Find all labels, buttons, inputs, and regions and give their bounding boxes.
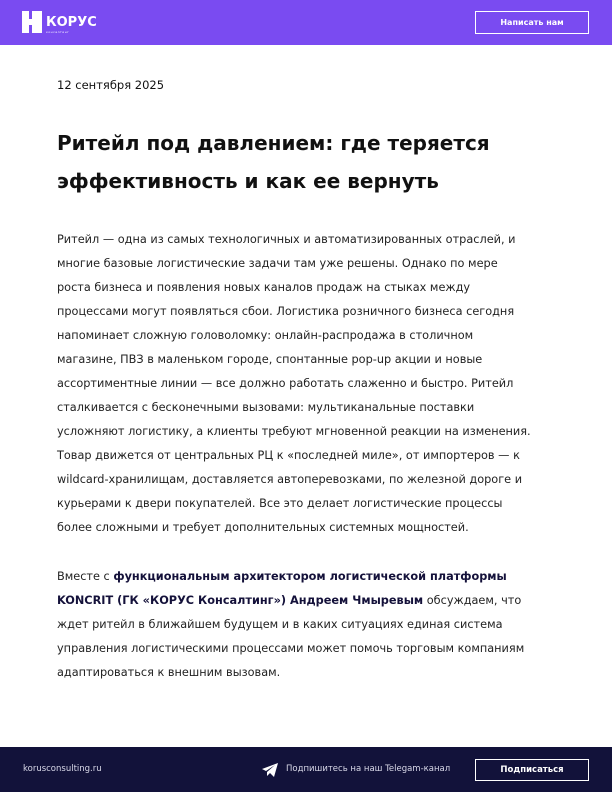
text-line: роста бизнеса и появления новых каналов продаж на стыках между <box>57 281 471 294</box>
text-line: ассортиментные линии — все должно работать слаженно и быстро. Ритейл <box>57 377 514 390</box>
text-line: процессами могут появляться сбои. Логистика розничного бизнеса сегодня <box>57 305 515 318</box>
text: Вместе с <box>57 570 114 583</box>
header <box>0 0 612 45</box>
logo-icon <box>22 11 42 33</box>
subscribe-button[interactable]: Подписаться <box>475 759 589 781</box>
text-line: Товар движется от центральных РЦ к «последней миле», от импортеров — к <box>57 449 520 462</box>
text-line: адаптироваться к внешним вызовам. <box>57 666 281 679</box>
text-line: Ритейл — одна из самых технологичных и автоматизированных отраслей, и <box>57 233 516 246</box>
text: обсуждаем, что <box>423 594 522 607</box>
bold-text: KONCRIT (ГК «КОРУС Консалтинг») Андреем Чмыревым <box>57 594 424 607</box>
text-line: магазине, ПВЗ в маленьком городе, спонтанные pop-up акции и новые <box>57 353 483 366</box>
site-link[interactable]: korusconsulting.ru <box>23 764 102 774</box>
text-line: напоминает сложную головоломку: онлайн-распродажа в столичном <box>57 329 474 342</box>
logo-subtitle: консалтинг <box>46 30 70 34</box>
logo-text: КОРУС <box>46 15 97 30</box>
text-line: wildcard-хранилищам, доставляется автоперевозками, по железной дороге и <box>57 473 523 486</box>
logo[interactable] <box>22 11 97 34</box>
telegram-icon[interactable] <box>262 763 278 777</box>
text-line: управления логистическими процессами может помочь торговым компаниям <box>57 642 525 655</box>
article-date: 12 сентября 2025 <box>57 78 165 92</box>
text-line: сталкивается с бесконечными вызовами: мультиканальные поставки <box>57 401 475 414</box>
title-line: эффективность и как ее вернуть <box>57 169 439 193</box>
title-line: Ритейл под давлением: где теряется <box>57 131 490 155</box>
text-line: усложняют логистику, а клиенты требуют мгновенной реакции на изменения. <box>57 425 531 438</box>
bold-text: функциональным архитектором логистической платформы <box>113 570 507 583</box>
article-paragraph-2 <box>57 565 577 685</box>
text-line: ждет ритейл в ближайшем будущем и в каких ситуациях единая система <box>57 618 503 631</box>
article-title <box>57 124 577 200</box>
contact-button[interactable]: Написать нам <box>475 11 589 34</box>
text-line: курьерами к двери покупателей. Все это делает логистические процессы <box>57 497 503 510</box>
article-paragraph-1 <box>57 228 577 540</box>
footer <box>0 747 612 792</box>
text-line: более сложными и требует дополнительных системных мощностей. <box>57 521 469 534</box>
telegram-link[interactable]: Подпишитесь на наш Telegam-канал <box>286 764 451 774</box>
text-line: многие базовые логистические задачи там уже решены. Однако по мере <box>57 257 498 270</box>
